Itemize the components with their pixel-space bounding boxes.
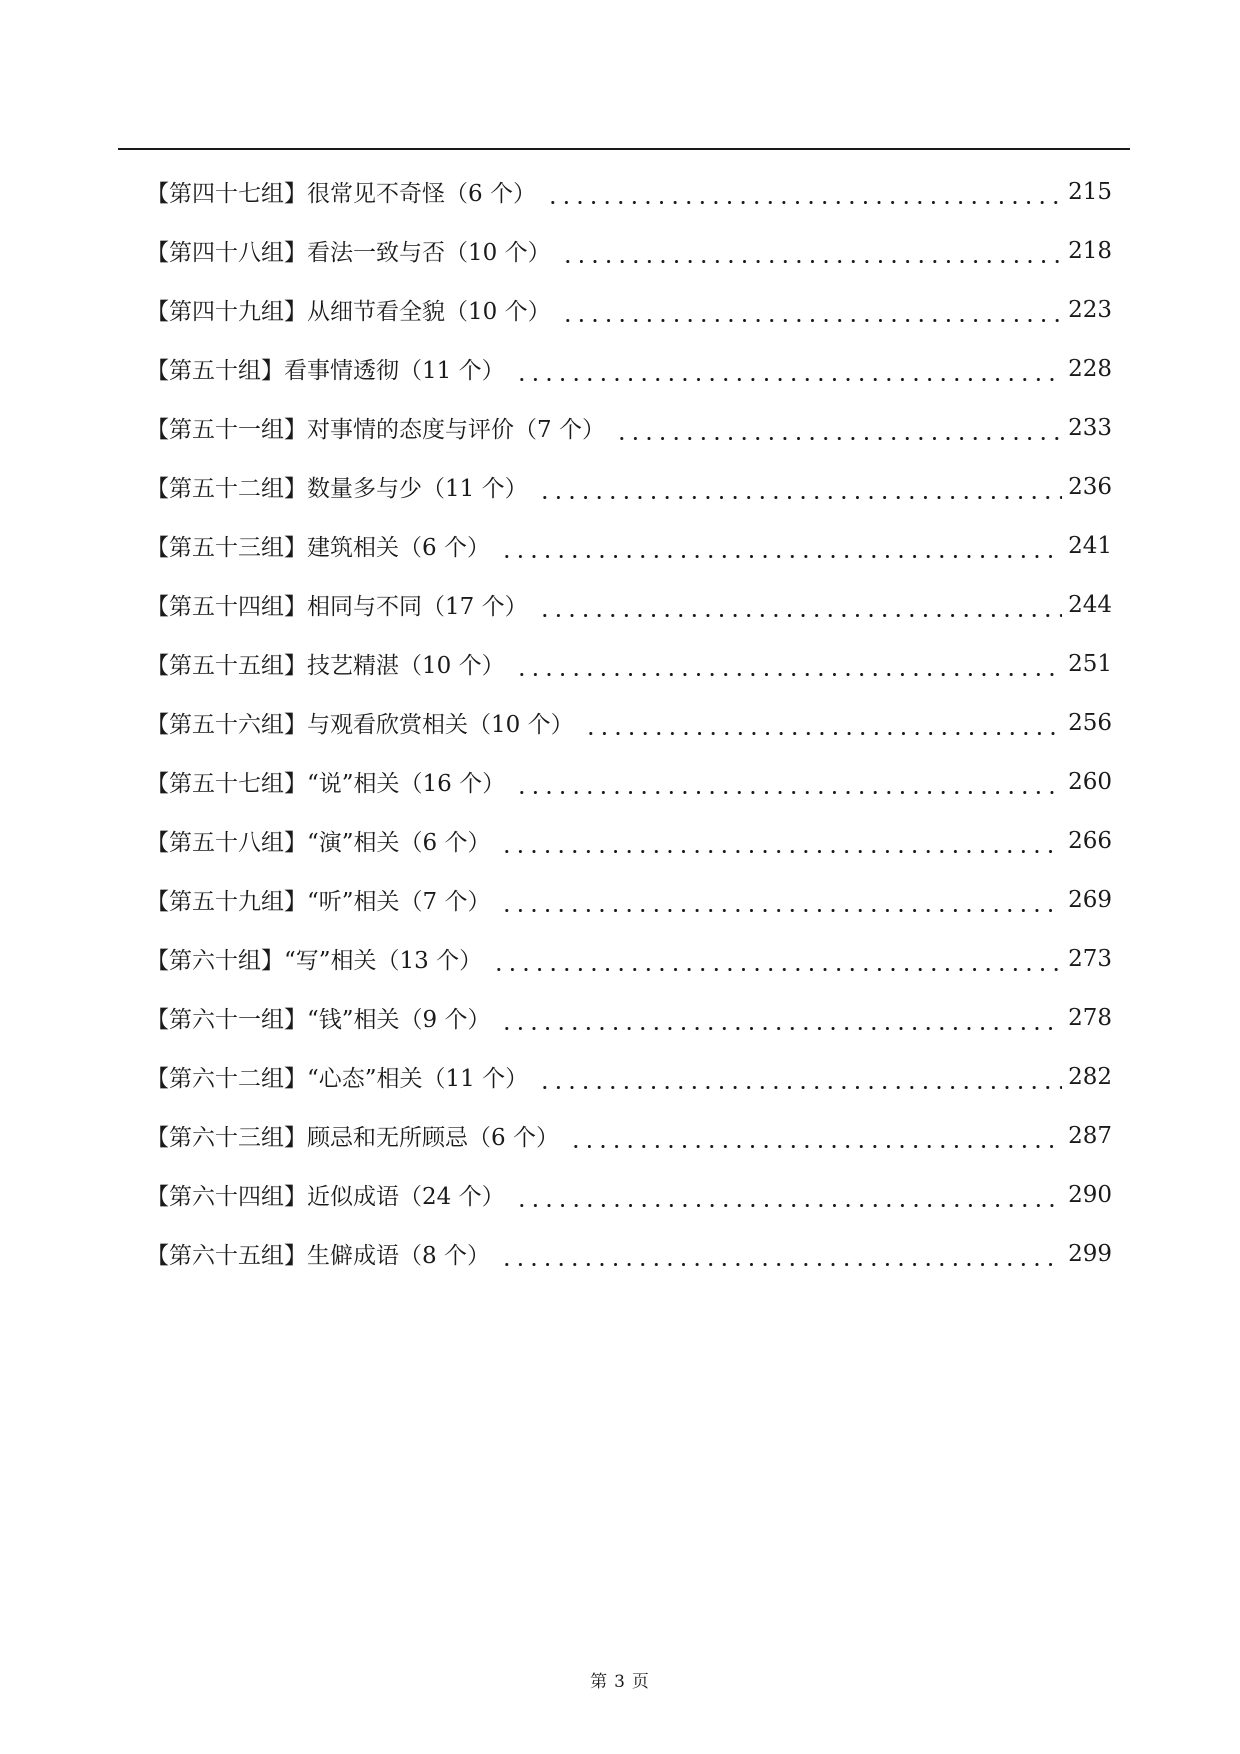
toc-dot-leader (515, 772, 1062, 795)
toc-dot-leader (500, 1008, 1062, 1031)
toc-entry-title: 【第五十三组】建筑相关（6 个） (146, 535, 490, 561)
toc-entry-title: 【第五十二组】数量多与少（11 个） (146, 476, 528, 502)
page-footer (0, 1667, 1240, 1692)
toc-entry[interactable] (146, 693, 1112, 752)
toc-entry-page: 233 (1068, 414, 1112, 441)
page-number: 3 (614, 1672, 626, 1692)
toc-dot-leader (546, 182, 1062, 205)
toc-entry[interactable] (146, 1165, 1112, 1224)
toc-entry-title: 【第六十组】“写”相关（13 个） (146, 948, 483, 974)
toc-entry-title: 【第五十组】看事情透彻（11 个） (146, 358, 505, 384)
toc-dot-leader (538, 595, 1063, 618)
toc-dot-leader (561, 300, 1063, 323)
toc-dot-leader (515, 1185, 1063, 1208)
toc-dot-leader (538, 1067, 1062, 1090)
toc-entry[interactable] (146, 1047, 1112, 1106)
toc-entry[interactable] (146, 575, 1112, 634)
toc-entry[interactable] (146, 811, 1112, 870)
toc-entry[interactable] (146, 516, 1112, 575)
toc-entry[interactable] (146, 1224, 1112, 1283)
toc-dot-leader (615, 418, 1062, 441)
toc-entry-title: 【第五十六组】与观看欣赏相关（10 个） (146, 712, 574, 738)
toc-entry[interactable] (146, 929, 1112, 988)
toc-entry-title: 【第四十七组】很常见不奇怪（6 个） (146, 181, 536, 207)
toc-entry[interactable] (146, 988, 1112, 1047)
toc-entry-title: 【第五十八组】“演”相关（6 个） (146, 830, 491, 856)
toc-entry-page: 299 (1068, 1240, 1112, 1267)
toc-entry-title: 【第六十一组】“钱”相关（9 个） (146, 1007, 491, 1033)
toc-entry[interactable] (146, 752, 1112, 811)
toc-dot-leader (538, 477, 1063, 500)
toc-entry-page: 266 (1068, 827, 1112, 854)
toc-dot-leader (500, 1244, 1062, 1267)
toc-entry-page: 256 (1068, 709, 1112, 736)
toc-entry-title: 【第五十四组】相同与不同（17 个） (146, 594, 528, 620)
toc-entry-title: 【第五十九组】“听”相关（7 个） (146, 889, 491, 915)
toc-entry[interactable] (146, 339, 1112, 398)
toc-dot-leader (561, 241, 1063, 264)
toc-entry-title: 【第四十九组】从细节看全貌（10 个） (146, 299, 551, 325)
footer-suffix: 页 (631, 1672, 650, 1692)
toc-dot-leader (500, 536, 1062, 559)
toc-entry[interactable] (146, 634, 1112, 693)
toc-entry-page: 218 (1068, 237, 1112, 264)
toc-entry-title: 【第六十四组】近似成语（24 个） (146, 1184, 505, 1210)
toc-entry-title: 【第四十八组】看法一致与否（10 个） (146, 240, 551, 266)
header-rule (118, 148, 1130, 150)
toc-entry-page: 236 (1068, 473, 1112, 500)
toc-entry[interactable] (146, 1106, 1112, 1165)
toc-entry[interactable] (146, 398, 1112, 457)
toc-entry-page: 244 (1068, 591, 1112, 618)
toc-dot-leader (500, 831, 1062, 854)
toc-entry-page: 260 (1068, 768, 1112, 795)
toc-dot-leader (492, 949, 1062, 972)
toc-entry-page: 269 (1068, 886, 1112, 913)
footer-prefix: 第 (590, 1672, 609, 1692)
toc-entry-page: 290 (1068, 1181, 1112, 1208)
toc-dot-leader (584, 713, 1063, 736)
toc-entry-title: 【第五十一组】对事情的态度与评价（7 个） (146, 417, 605, 443)
toc-entry-page: 282 (1068, 1063, 1112, 1090)
toc-entry-page: 215 (1068, 178, 1112, 205)
toc-entry[interactable] (146, 280, 1112, 339)
toc-entry-page: 228 (1068, 355, 1112, 382)
toc-entry-title: 【第五十七组】“说”相关（16 个） (146, 771, 506, 797)
toc-entry-title: 【第六十二组】“心态”相关（11 个） (146, 1066, 529, 1092)
toc-dot-leader (515, 654, 1063, 677)
toc-entry-page: 278 (1068, 1004, 1112, 1031)
toc-entry-page: 287 (1068, 1122, 1112, 1149)
toc-entry-title: 【第六十五组】生僻成语（8 个） (146, 1243, 490, 1269)
toc-entry-title: 【第五十五组】技艺精湛（10 个） (146, 653, 505, 679)
toc-dot-leader (500, 890, 1062, 913)
toc-entry[interactable] (146, 870, 1112, 929)
toc-entry-page: 251 (1068, 650, 1112, 677)
table-of-contents (146, 162, 1112, 1283)
toc-entry-title: 【第六十三组】顾忌和无所顾忌（6 个） (146, 1125, 559, 1151)
toc-entry[interactable] (146, 221, 1112, 280)
toc-entry-page: 273 (1068, 945, 1112, 972)
toc-dot-leader (515, 359, 1063, 382)
toc-entry-page: 223 (1068, 296, 1112, 323)
toc-dot-leader (569, 1126, 1062, 1149)
toc-entry[interactable] (146, 457, 1112, 516)
toc-entry[interactable] (146, 162, 1112, 221)
toc-entry-page: 241 (1068, 532, 1112, 559)
